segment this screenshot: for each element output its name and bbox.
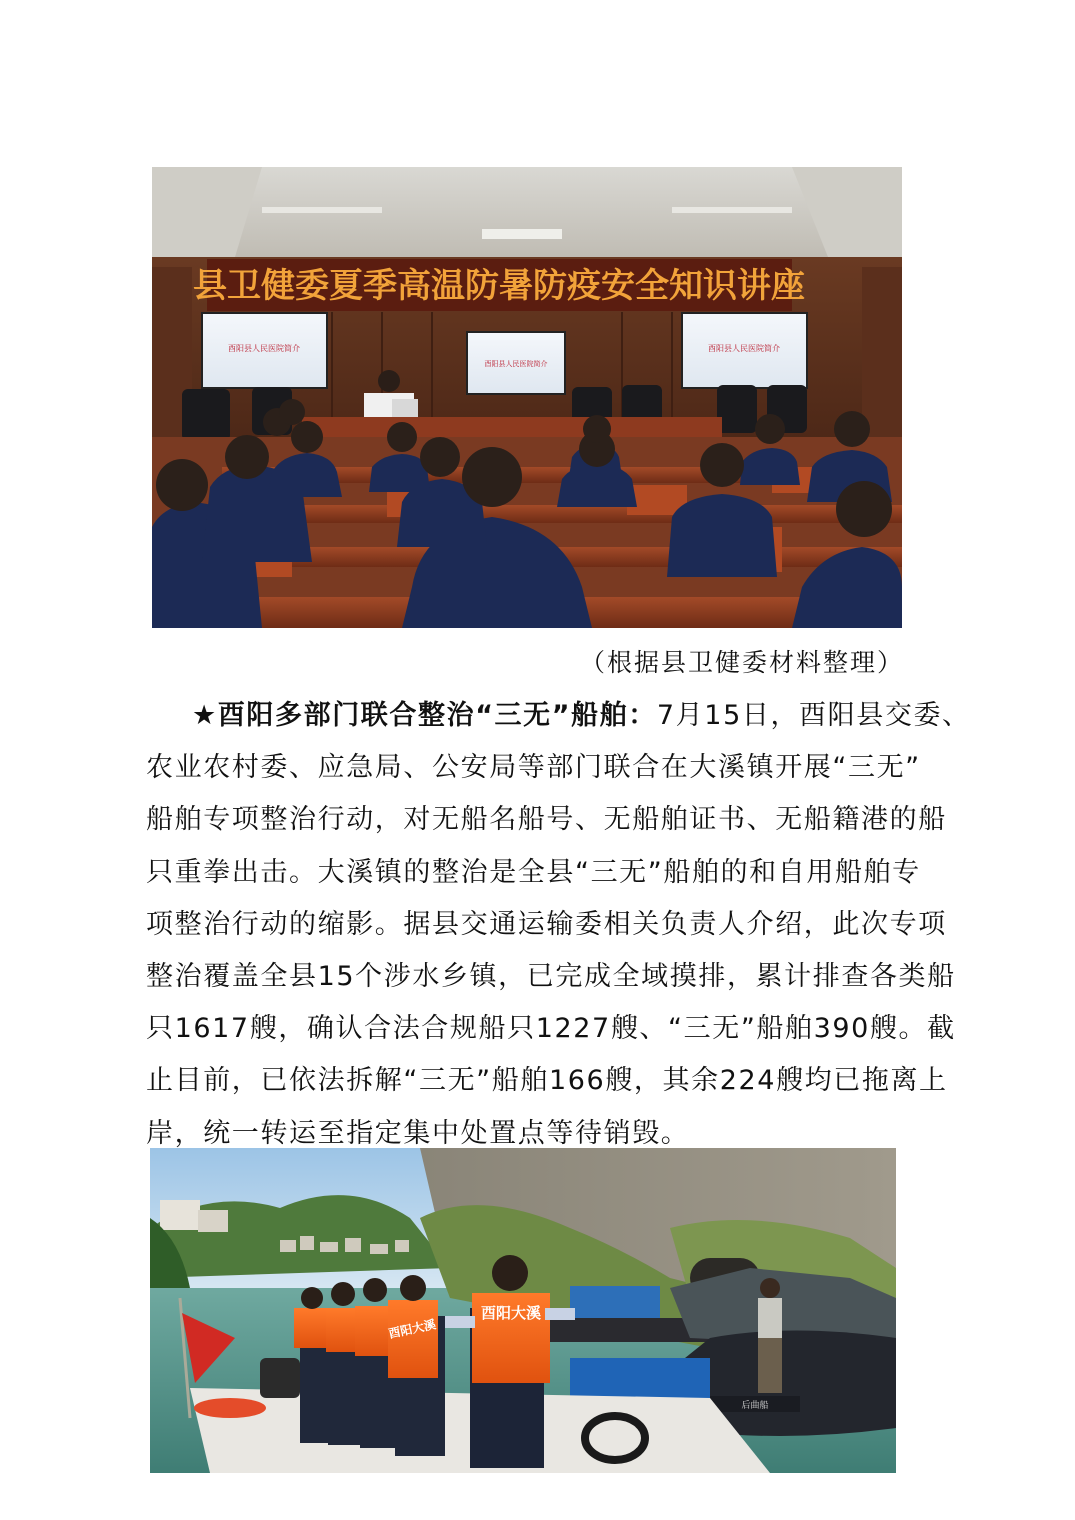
article-line-1 xyxy=(146,690,971,742)
article-line-4: 只重拳出击。大溪镇的整治是全县“三无”船舶的和自用船舶专 xyxy=(146,856,921,888)
river-boat-illustration xyxy=(150,1148,896,1473)
article-line-7: 只1617艘，确认合法合规船只1227艘、“三无”船舶390艘。截 xyxy=(146,1013,956,1045)
screen-center-text: 酉阳县人民医院简介 xyxy=(484,360,548,368)
article-line-9: 岸，统一转运至指定集中处置点等待销毁。 xyxy=(146,1117,690,1149)
vest-label-left: 酉阳大溪 xyxy=(387,1317,438,1341)
river-boat-photo xyxy=(150,1148,896,1473)
article-line-6: 整治覆盖全县15个涉水乡镇，已完成全域摸排，累计排查各类船 xyxy=(146,960,956,992)
vest-label-right: 酉阳大溪 xyxy=(480,1304,542,1322)
screen-right-text: 酉阳县人民医院简介 xyxy=(708,344,780,353)
boat-badge: 后曲船 xyxy=(741,1401,769,1411)
photo-caption: （根据县卫健委材料整理） xyxy=(580,648,905,677)
article-line-1-text: 7月15日，酉阳县交委、 xyxy=(656,700,971,731)
article-line-2: 农业农村委、应急局、公安局等部门联合在大溪镇开展“三无” xyxy=(146,752,921,784)
lecture-photo xyxy=(152,167,902,628)
article-line-8: 止目前，已依法拆解“三无”船舶166艘，其余224艘均已拖离上 xyxy=(146,1065,948,1097)
lecture-photo-illustration xyxy=(152,167,902,628)
star-bullet: ★ xyxy=(192,700,218,731)
article-headline: 酉阳多部门联合整治“三无”船舶： xyxy=(217,700,657,731)
screen-left-text: 酉阳县人民医院简介 xyxy=(228,344,300,353)
banner-text: 县卫健委夏季高温防暑防疫安全知识讲座 xyxy=(193,266,805,306)
news-article xyxy=(146,690,971,1160)
article-line-5: 项整治行动的缩影。据县交通运输委相关负责人介绍，此次专项 xyxy=(146,908,947,940)
article-line-3: 船舶专项整治行动，对无船名船号、无船舶证书、无船籍港的船 xyxy=(146,804,947,836)
